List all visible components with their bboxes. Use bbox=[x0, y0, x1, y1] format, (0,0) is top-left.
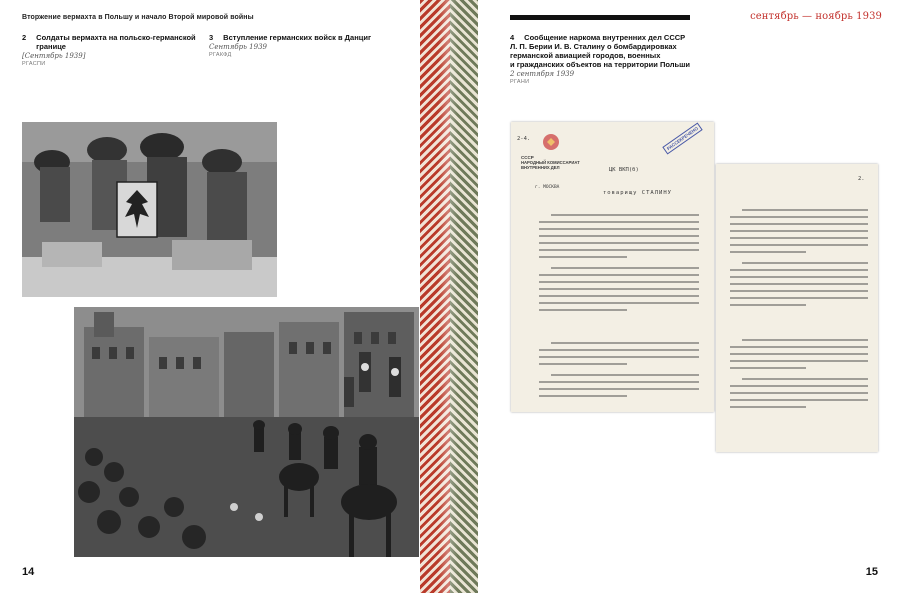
doc-page-number: 2. bbox=[858, 176, 865, 182]
doc-text-line bbox=[539, 395, 627, 397]
caption-date: 2 сентября 1939 bbox=[510, 70, 575, 78]
doc-text-line bbox=[539, 221, 699, 223]
caption-number: 4 bbox=[510, 33, 515, 42]
page-number-right: 15 bbox=[865, 566, 878, 578]
doc-text-line bbox=[730, 244, 868, 246]
caption-source: РГАКФД bbox=[209, 52, 232, 58]
page-number-left: 14 bbox=[22, 566, 35, 578]
doc-text-line bbox=[539, 388, 699, 390]
caption-title-line: Сообщение наркома внутренних дел СССР bbox=[524, 33, 686, 42]
doc-text-line bbox=[539, 295, 699, 297]
photo-1-illustration bbox=[22, 122, 277, 297]
doc-text-line bbox=[730, 216, 868, 218]
running-head-right: сентябрь — ноябрь 1939 bbox=[750, 11, 882, 22]
doc-text-line bbox=[539, 381, 699, 383]
doc-text-line bbox=[551, 374, 699, 376]
doc-text-line bbox=[539, 302, 699, 304]
doc-text-line bbox=[730, 230, 868, 232]
doc-text-line bbox=[742, 209, 868, 211]
doc-mark: 2-4. bbox=[517, 136, 531, 142]
doc-text-line bbox=[539, 235, 699, 237]
doc-text-line bbox=[730, 353, 868, 355]
doc-text-line bbox=[551, 267, 699, 269]
doc-text-line bbox=[730, 223, 868, 225]
doc-addressee-code: ЦК ВКП(б) bbox=[609, 167, 639, 173]
running-head-left: Вторжение вермахта в Польшу и начало Второй мировой войны bbox=[22, 14, 254, 21]
caption-date: Сентябрь 1939 bbox=[209, 43, 267, 51]
doc-text-line bbox=[730, 367, 806, 369]
caption-title-line: и гражданских объектов на территории Польши bbox=[510, 60, 690, 69]
caption-number: 2 bbox=[22, 33, 27, 42]
document-page-2 bbox=[716, 164, 878, 452]
doc-text-line bbox=[539, 228, 699, 230]
doc-text-line bbox=[730, 237, 868, 239]
caption-title-line: Л. П. Берии И. В. Сталину о бомбардировках bbox=[510, 42, 677, 51]
doc-text-line bbox=[539, 281, 699, 283]
caption-title-line: германской авиацией городов, военных bbox=[510, 51, 661, 60]
emblem-icon bbox=[541, 132, 561, 152]
doc-text-line bbox=[730, 269, 868, 271]
photo-2-illustration bbox=[74, 307, 419, 557]
doc-text-line bbox=[730, 297, 868, 299]
doc-text-line bbox=[730, 283, 868, 285]
doc-text-line bbox=[539, 274, 699, 276]
doc-text-line bbox=[539, 249, 699, 251]
declassified-stamp: РАССЕКРЕЧЕНО bbox=[662, 123, 702, 155]
caption-title: Солдаты вермахта на польско-германской границе bbox=[36, 33, 196, 51]
doc-text-line bbox=[539, 363, 627, 365]
doc-text-line bbox=[730, 346, 868, 348]
doc-text-line bbox=[730, 290, 868, 292]
spine-pattern bbox=[420, 0, 478, 593]
doc-header-sub: СССР bbox=[521, 155, 534, 160]
document-page-1 bbox=[511, 122, 714, 412]
doc-text-line bbox=[539, 242, 699, 244]
doc-text-line bbox=[730, 276, 868, 278]
doc-text-line bbox=[730, 406, 806, 408]
caption-4 bbox=[510, 33, 700, 85]
caption-2 bbox=[22, 33, 202, 67]
doc-text-line bbox=[539, 288, 699, 290]
doc-text-line bbox=[539, 256, 627, 258]
spine-shade bbox=[438, 0, 458, 593]
caption-number: 3 bbox=[209, 33, 214, 42]
doc-text-line bbox=[730, 251, 806, 253]
doc-text-line bbox=[551, 342, 699, 344]
doc-text-line bbox=[730, 399, 868, 401]
caption-title: Вступление германских войск в Данциг bbox=[223, 33, 372, 42]
doc-text-line bbox=[539, 309, 627, 311]
doc-text-line bbox=[551, 214, 699, 216]
caption-source: РГАСПИ bbox=[22, 61, 46, 67]
caption-date: [Сентябрь 1939] bbox=[22, 52, 86, 60]
left-page bbox=[0, 0, 420, 593]
photo-danzig-entry bbox=[74, 307, 419, 557]
caption-3 bbox=[209, 33, 399, 58]
doc-text-line bbox=[742, 339, 868, 341]
header-rule bbox=[510, 15, 690, 20]
doc-text-line bbox=[730, 385, 868, 387]
caption-source: РГАНИ bbox=[510, 79, 530, 85]
photo-soldiers-border bbox=[22, 122, 277, 297]
doc-text-line bbox=[742, 262, 868, 264]
doc-addressee: товарищу СТАЛИНУ bbox=[603, 190, 672, 196]
doc-text-line bbox=[730, 304, 806, 306]
doc-city: г. МОСКВА bbox=[535, 185, 560, 190]
doc-header-org: НАРОДНЫЙ КОМИССАРИАТ ВНУТРЕННИХ ДЕЛ bbox=[521, 160, 580, 170]
doc-text-line bbox=[539, 356, 699, 358]
doc-text-line bbox=[730, 392, 868, 394]
doc-text-line bbox=[730, 360, 868, 362]
doc-text-line bbox=[742, 378, 868, 380]
doc-text-line bbox=[539, 349, 699, 351]
